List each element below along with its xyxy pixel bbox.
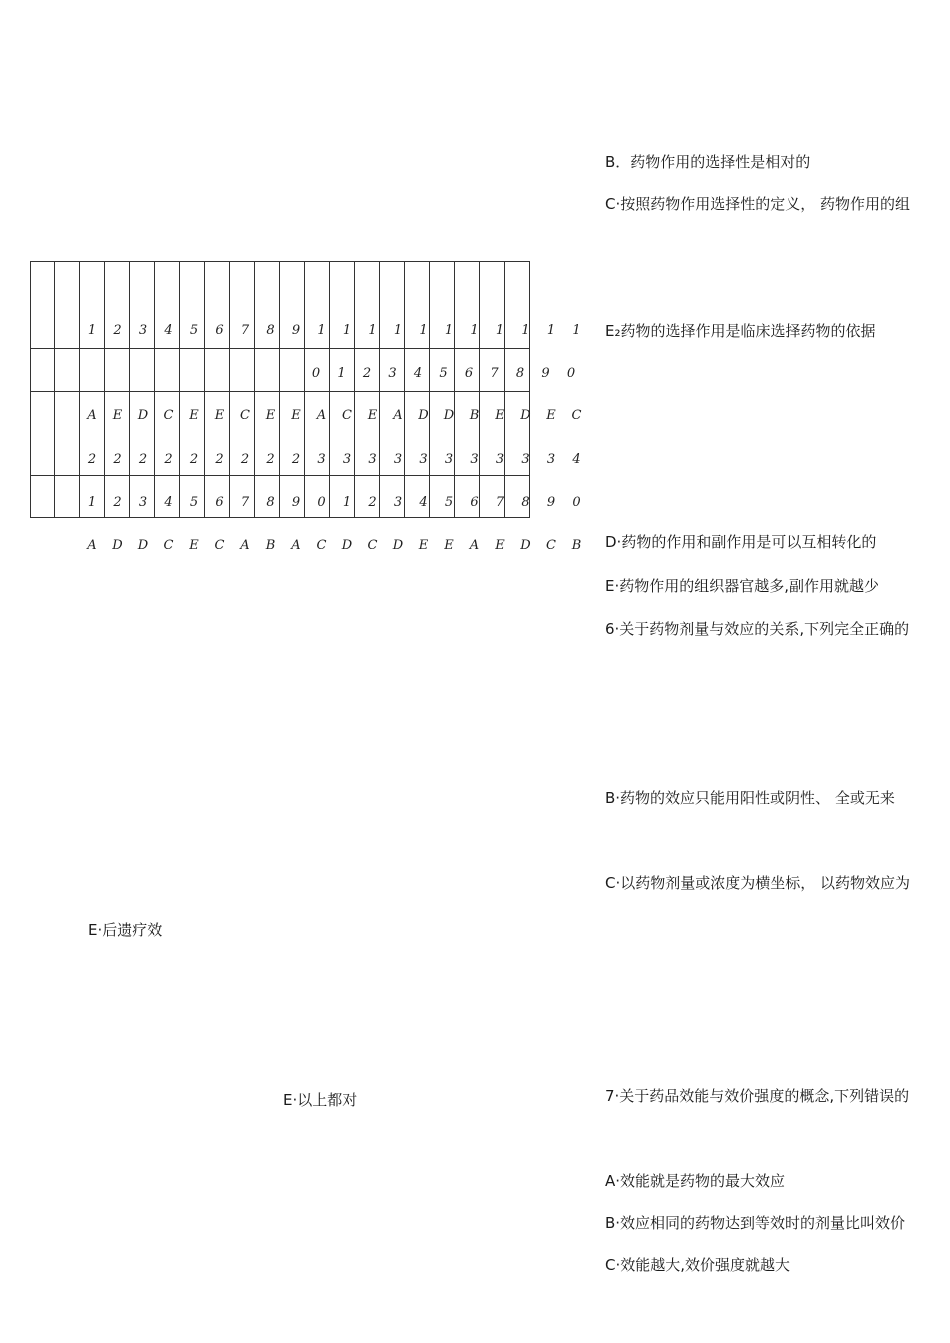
grid-cell: 1	[546, 323, 556, 338]
grid-cell: E	[112, 408, 123, 423]
grid-cell: A	[87, 538, 97, 553]
grid-cell: 2	[113, 452, 122, 467]
grid-cell: 2	[87, 452, 97, 467]
grid-cell: 1	[470, 323, 479, 338]
grid-cell: 5	[444, 495, 454, 510]
grid-cell: B	[469, 408, 480, 423]
grid-cell: 3	[419, 452, 428, 467]
grid-cell: 0	[566, 366, 576, 381]
grid-cell: 3	[393, 452, 403, 467]
grid-cell: 2	[138, 452, 148, 467]
grid-cell: 3	[138, 323, 148, 338]
grid-cell: 4	[413, 366, 423, 381]
grid-cell: 3	[342, 452, 352, 467]
question-6-option-c: C·以药物剂量或浓度为横坐标， 以药物效应为	[605, 874, 911, 892]
grid-cell: C	[342, 408, 352, 423]
question-7: 7·关于药品效能与效价强度的概念,下列错误的	[605, 1087, 910, 1105]
grid-cell: C	[316, 538, 327, 553]
grid-cell: 7	[240, 323, 250, 338]
grid-cell: D	[443, 408, 455, 423]
grid-cell: 7	[240, 495, 250, 510]
question-6: 6·关于药物剂量与效应的关系,下列完全正确的	[605, 620, 910, 638]
question-6-option-b: B·药物的效应只能用阳性或阴性、 全或无来	[605, 789, 895, 807]
grid-cell: 9	[541, 366, 550, 381]
grid-cell: 2	[189, 452, 199, 467]
grid-cell: 3	[521, 452, 530, 467]
grid-cell: 4	[419, 495, 428, 510]
question-7-option-a: A·效能就是药物的最大效应	[605, 1172, 786, 1190]
grid-cell: 9	[291, 495, 301, 510]
grid-cell: 3	[317, 452, 326, 467]
grid-cell: 0	[317, 495, 326, 510]
grid-cell: 1	[337, 366, 346, 381]
grid-cell: D	[137, 538, 149, 553]
grid-cell: 2	[362, 366, 372, 381]
grid-cell: B	[265, 538, 276, 553]
grid-cell: E	[367, 408, 378, 423]
grid-cell: 8	[266, 495, 275, 510]
grid-cell: 1	[368, 323, 377, 338]
grid-cell: 1	[521, 323, 530, 338]
grid-cell: 6	[215, 495, 224, 510]
grid-cell: 3	[444, 452, 454, 467]
grid-cell: C	[571, 408, 582, 423]
grid-cell: E	[265, 408, 276, 423]
grid-cell: 3	[393, 495, 403, 510]
grid-cell: D	[520, 408, 531, 423]
option-e-selectivity: E₂药物的选择作用是临床选择药物的依据	[605, 322, 876, 340]
grid-cell: D	[112, 538, 123, 553]
grid-cell: 4	[572, 452, 581, 467]
grid-cell: 3	[388, 366, 397, 381]
grid-cell: 2	[368, 495, 377, 510]
grid-cell: 6	[470, 495, 479, 510]
grid-cell: E	[189, 538, 199, 553]
grid-cell: E	[189, 408, 199, 423]
grid-cell: 1	[393, 323, 403, 338]
grid-cell: E	[418, 538, 429, 553]
grid-cell: A	[87, 408, 97, 423]
grid-cell: C	[367, 538, 378, 553]
option-e-aftereffect: E·后遗疗效	[88, 921, 163, 939]
question-7-option-b: B·效应相同的药物达到等效时的剂量比叫效价	[605, 1214, 906, 1232]
grid-cell: E	[495, 408, 505, 423]
grid-cell: C	[163, 538, 174, 553]
grid-cell: 7	[490, 366, 499, 381]
grid-cell: 8	[266, 323, 275, 338]
grid-cell: E	[214, 408, 225, 423]
grid-cell: A	[393, 408, 403, 423]
grid-cell: 3	[138, 495, 148, 510]
answer-grid	[30, 261, 530, 518]
grid-cell: C	[240, 408, 250, 423]
grid-cell: 0	[572, 495, 581, 510]
grid-cell: 2	[240, 452, 250, 467]
grid-cell: 1	[444, 323, 454, 338]
grid-cell: 7	[495, 495, 505, 510]
grid-cell: 2	[113, 495, 122, 510]
grid-cell: 8	[521, 495, 530, 510]
grid-cell: E	[546, 408, 556, 423]
grid-cell: D	[341, 538, 353, 553]
grid-cell: 5	[439, 366, 448, 381]
grid-cell: 1	[419, 323, 428, 338]
grid-cell: 3	[368, 452, 377, 467]
grid-cell: 1	[87, 323, 97, 338]
grid-cell: C	[546, 538, 556, 553]
question-7-option-c: C·效能越大,效价强度就越大	[605, 1256, 791, 1274]
option-c-selectivity: C·按照药物作用选择性的定义， 药物作用的组	[605, 195, 911, 213]
grid-cell: E	[291, 408, 301, 423]
option-d-selectivity: D·药物的作用和副作用是可以互相转化的	[605, 533, 877, 551]
grid-cell: A	[291, 538, 301, 553]
grid-cell: E	[495, 538, 505, 553]
grid-cell: 5	[189, 495, 199, 510]
grid-cell: D	[137, 408, 149, 423]
grid-cell: 4	[164, 323, 173, 338]
grid-cell: C	[214, 538, 225, 553]
option-e-organs: E·药物作用的组织器官越多,副作用就越少	[605, 577, 880, 595]
grid-cell: 3	[470, 452, 479, 467]
grid-cell: 5	[189, 323, 199, 338]
grid-cell: A	[469, 538, 480, 553]
grid-cell: 2	[291, 452, 301, 467]
grid-cell: 9	[546, 495, 556, 510]
grid-cell: 1	[317, 323, 326, 338]
grid-cell: C	[163, 408, 174, 423]
grid-cell: 6	[464, 366, 474, 381]
grid-cell: 2	[215, 452, 224, 467]
grid-cell: 1	[342, 323, 352, 338]
grid-cell: 0	[311, 366, 321, 381]
grid-cell: 2	[113, 323, 122, 338]
option-e-all-correct: E·以上都对	[283, 1091, 358, 1109]
grid-cell: 2	[164, 452, 173, 467]
option-b-selectivity: B．药物作用的选择性是相对的	[605, 153, 811, 171]
grid-cell: 4	[164, 495, 173, 510]
grid-cell: 1	[87, 495, 97, 510]
grid-cell: 6	[215, 323, 224, 338]
grid-cell: 8	[515, 366, 525, 381]
grid-cell: D	[520, 538, 531, 553]
grid-cell: D	[392, 538, 404, 553]
grid-cell: E	[444, 538, 454, 553]
grid-cell: 1	[572, 323, 581, 338]
grid-cell: 2	[266, 452, 275, 467]
grid-cell: 3	[546, 452, 556, 467]
grid-cell: 1	[342, 495, 352, 510]
grid-cell: D	[418, 408, 429, 423]
grid-cell: 1	[495, 323, 505, 338]
grid-cell: A	[240, 538, 250, 553]
grid-cell: 3	[495, 452, 505, 467]
grid-cell: 9	[291, 323, 301, 338]
grid-cell: B	[571, 538, 582, 553]
grid-cell: A	[316, 408, 327, 423]
